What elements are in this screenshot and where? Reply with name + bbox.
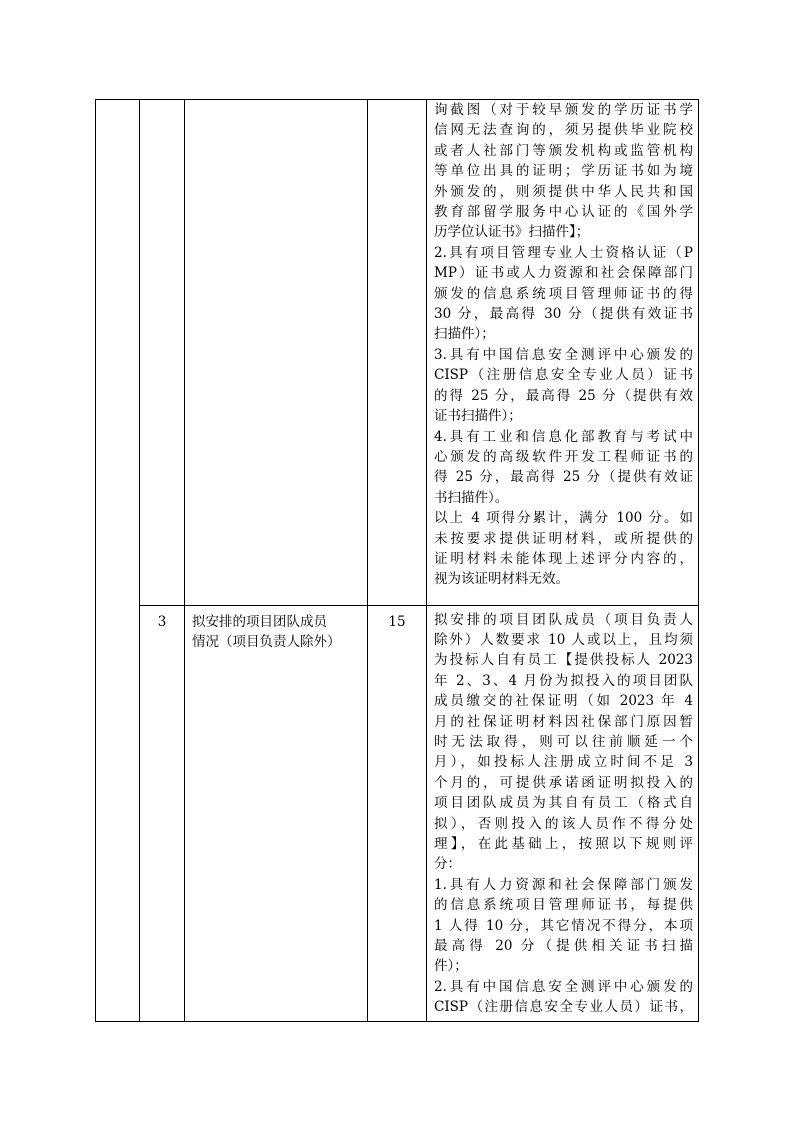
criteria-line: 件）；	[434, 958, 468, 975]
criteria-line: 外颁发的，则须提供中华人民共和国	[434, 183, 693, 200]
criteria-line: 得 25 分，最高得 25 分（提供有效证	[434, 469, 693, 486]
criteria-cell	[427, 605, 699, 1021]
criteria-line: 以上 4 项得分累计，满分 100 分。如	[434, 510, 693, 527]
criteria-line: 信网无法查询的，须另提供毕业院校	[434, 122, 693, 139]
criteria-line: 证书扫描件）；	[434, 408, 522, 425]
item-cell	[185, 605, 368, 1021]
criteria-line: 或者人社部门等颁发机构或监管机构	[434, 142, 693, 159]
criteria-line: 历学位认证书》扫描件】；	[434, 224, 590, 241]
table-row	[96, 605, 699, 1021]
criteria-line: 月的社保证明材料因社保部门原因暂	[434, 713, 693, 730]
criteria-line: 拟），否则投入的该人员作不得分处	[434, 815, 693, 832]
criteria-line: 视为该证明材料无效。	[434, 571, 569, 588]
criteria-line: MP）证书或人力资源和社会保障部门	[434, 265, 693, 282]
criteria-line: 未按要求提供证明材料，或所提供的	[434, 530, 693, 547]
criteria-line: 询截图（对于较早颁发的学历证书学	[434, 102, 693, 118]
score-cell	[368, 100, 427, 606]
criteria-line: 年 2、3、4 月份为拟投入的项目团队	[434, 672, 693, 689]
criteria-line: 除外）人数要求 10 人或以上，且均须	[434, 631, 693, 648]
criteria-line: 书扫描件）。	[434, 489, 509, 506]
criteria-cell	[427, 100, 699, 606]
number-cell: 3	[140, 605, 185, 1021]
criteria-line: 心颁发的高级软件开发工程师证书的	[434, 448, 693, 465]
criteria-line: 1 人得 10 分，其它情况不得分，本项	[434, 917, 693, 934]
criteria-line: 成员缴交的社保证明（如 2023 年 4	[434, 693, 693, 710]
criteria-line: 的得 25 分，最高得 25 分（提供有效	[434, 387, 693, 404]
score-cell: 15	[368, 605, 427, 1021]
category-cell	[96, 100, 140, 1022]
criteria-line: 3.具有中国信息安全测评中心颁发的	[434, 346, 693, 363]
criteria-line: 4.具有工业和信息化部教育与考试中	[434, 428, 693, 445]
item-line: 拟安排的项目团队成员	[192, 613, 327, 630]
criteria-line: 教育部留学服务中心认证的《国外学	[434, 204, 693, 221]
criteria-line: 证明材料未能体现上述评分内容的，	[434, 550, 693, 567]
criteria-line: CISP（注册信息安全专业人员）证书	[434, 367, 693, 384]
criteria-line: 为投标人自有员工【提供投标人 2023	[434, 652, 693, 669]
criteria-line: 30 分，最高得 30 分（提供有效证书	[434, 306, 693, 323]
criteria-line: 个月的，可提供承诺函证明拟投入的	[434, 774, 693, 791]
criteria-line: 的信息系统项目管理师证书，每提供	[434, 897, 693, 914]
scoring-table	[95, 99, 699, 1022]
criteria-line: 2.具有项目管理专业人士资格认证（P	[434, 244, 693, 261]
criteria-line: 理】，在此基础上，按照以下规则评	[434, 836, 693, 853]
criteria-line: 拟安排的项目团队成员（项目负责人	[434, 611, 693, 628]
criteria-line: 1.具有人力资源和社会保障部门颁发	[434, 876, 693, 893]
item-cell	[185, 100, 368, 606]
criteria-line: 项目团队成员为其自有员工（格式自	[434, 795, 693, 812]
criteria-line: 颁发的信息系统项目管理师证书的得	[434, 285, 693, 302]
criteria-line: 2.具有中国信息安全测评中心颁发的	[434, 978, 693, 995]
criteria-line: 扫描件）；	[434, 326, 495, 343]
criteria-line: 分：	[434, 856, 461, 873]
number-cell	[140, 100, 185, 606]
table-row	[96, 100, 699, 606]
criteria-line: 月），如投标人注册成立时间不足 3	[434, 754, 693, 771]
criteria-line: CISP（注册信息安全专业人员）证书，	[434, 999, 693, 1016]
criteria-line: 最高得 20 分（提供相关证书扫描	[434, 938, 693, 955]
criteria-line: 等单位出具的证明；学历证书如为境	[434, 163, 693, 180]
criteria-line: 时无法取得，则可以往前顺延一个	[434, 733, 693, 750]
item-line: 情况（项目负责人除外）	[192, 633, 341, 650]
